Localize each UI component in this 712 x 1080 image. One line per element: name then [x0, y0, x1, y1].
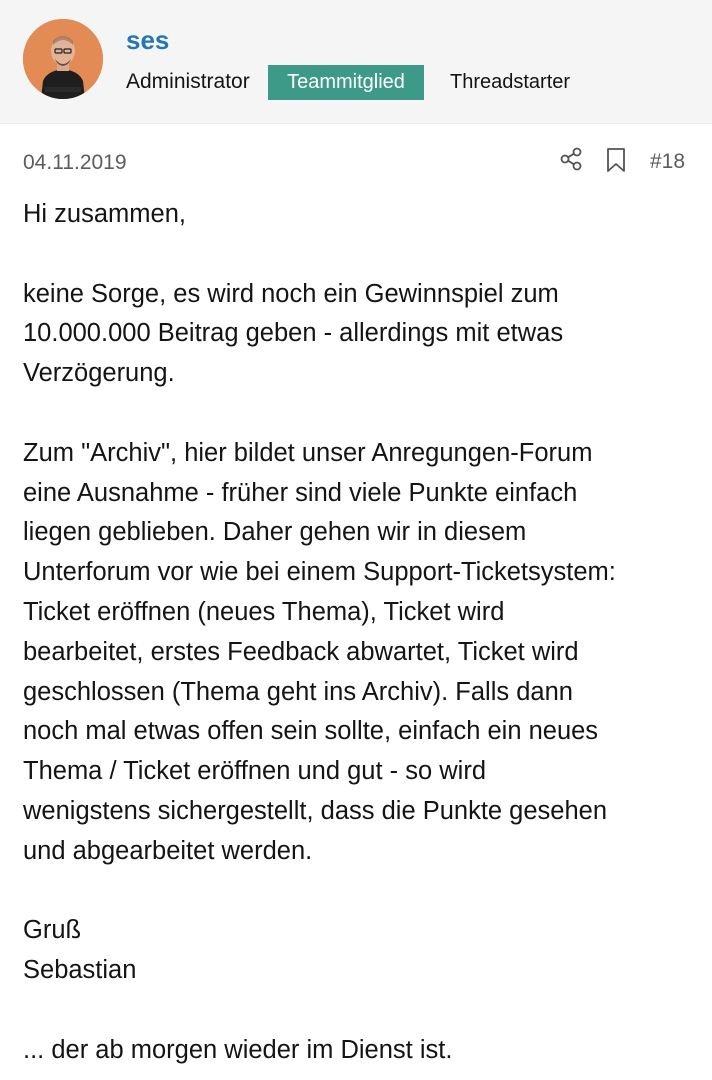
- post-text-line: und abgearbeitet werden.: [23, 836, 313, 865]
- post-body: [23, 195, 703, 1071]
- post-text-line: geschlossen (Thema geht ins Archiv). Falls dann: [23, 677, 573, 706]
- post-date[interactable]: 04.11.2019: [23, 151, 127, 174]
- post-text-line: bearbeitet, erstes Feedback abwartet, Ticket wird: [23, 637, 579, 666]
- avatar[interactable]: [23, 19, 103, 99]
- post-signature: Sebastian: [23, 956, 137, 985]
- post-text-line: 10.000.000 Beitrag geben - allerdings mit etwas: [23, 319, 564, 348]
- paragraph-gap: [23, 235, 703, 275]
- post-greeting: Hi zusammen,: [23, 200, 186, 228]
- post-text-line: Zum "Archiv", hier bildet unser Anregungen-Forum: [23, 438, 593, 467]
- post-text-line: eine Ausnahme - früher sind viele Punkte einfach: [23, 478, 578, 507]
- post-text-line: Ticket eröffnen (neues Thema), Ticket wird: [23, 597, 505, 626]
- post-text-line: Verzögerung.: [23, 359, 175, 388]
- thread-starter-label: Threadstarter: [450, 71, 571, 93]
- post-text-line: Unterforum vor wie bei einem Support-Ticketsystem:: [23, 558, 616, 587]
- author-role: Administrator: [126, 70, 250, 93]
- post-author-header: [0, 0, 712, 124]
- team-member-badge: Teammitglied: [268, 65, 424, 100]
- author-username[interactable]: ses: [126, 25, 170, 55]
- post-text-line: noch mal etwas offen sein sollte, einfach ein neues: [23, 717, 599, 746]
- post-text-line: Thema / Ticket eröffnen und gut - so wird: [23, 757, 487, 786]
- post-text-line: wenigstens sichergestellt, dass die Punkte gesehen: [23, 796, 608, 825]
- paragraph-gap: [23, 872, 703, 912]
- post-number-link[interactable]: #18: [650, 150, 686, 173]
- post-signoff: Gruß: [23, 916, 82, 945]
- post-text-line: keine Sorge, es wird noch ein Gewinnspiel zum: [23, 279, 559, 308]
- avatar-image: [23, 19, 103, 99]
- paragraph-gap: [23, 394, 703, 434]
- post-postscript: ... der ab morgen wieder im Dienst ist.: [23, 1035, 453, 1064]
- share-icon[interactable]: [560, 147, 582, 171]
- post-text-line: liegen geblieben. Daher gehen wir in diesem: [23, 518, 527, 547]
- bookmark-icon[interactable]: [606, 147, 626, 173]
- paragraph-gap: [23, 991, 703, 1031]
